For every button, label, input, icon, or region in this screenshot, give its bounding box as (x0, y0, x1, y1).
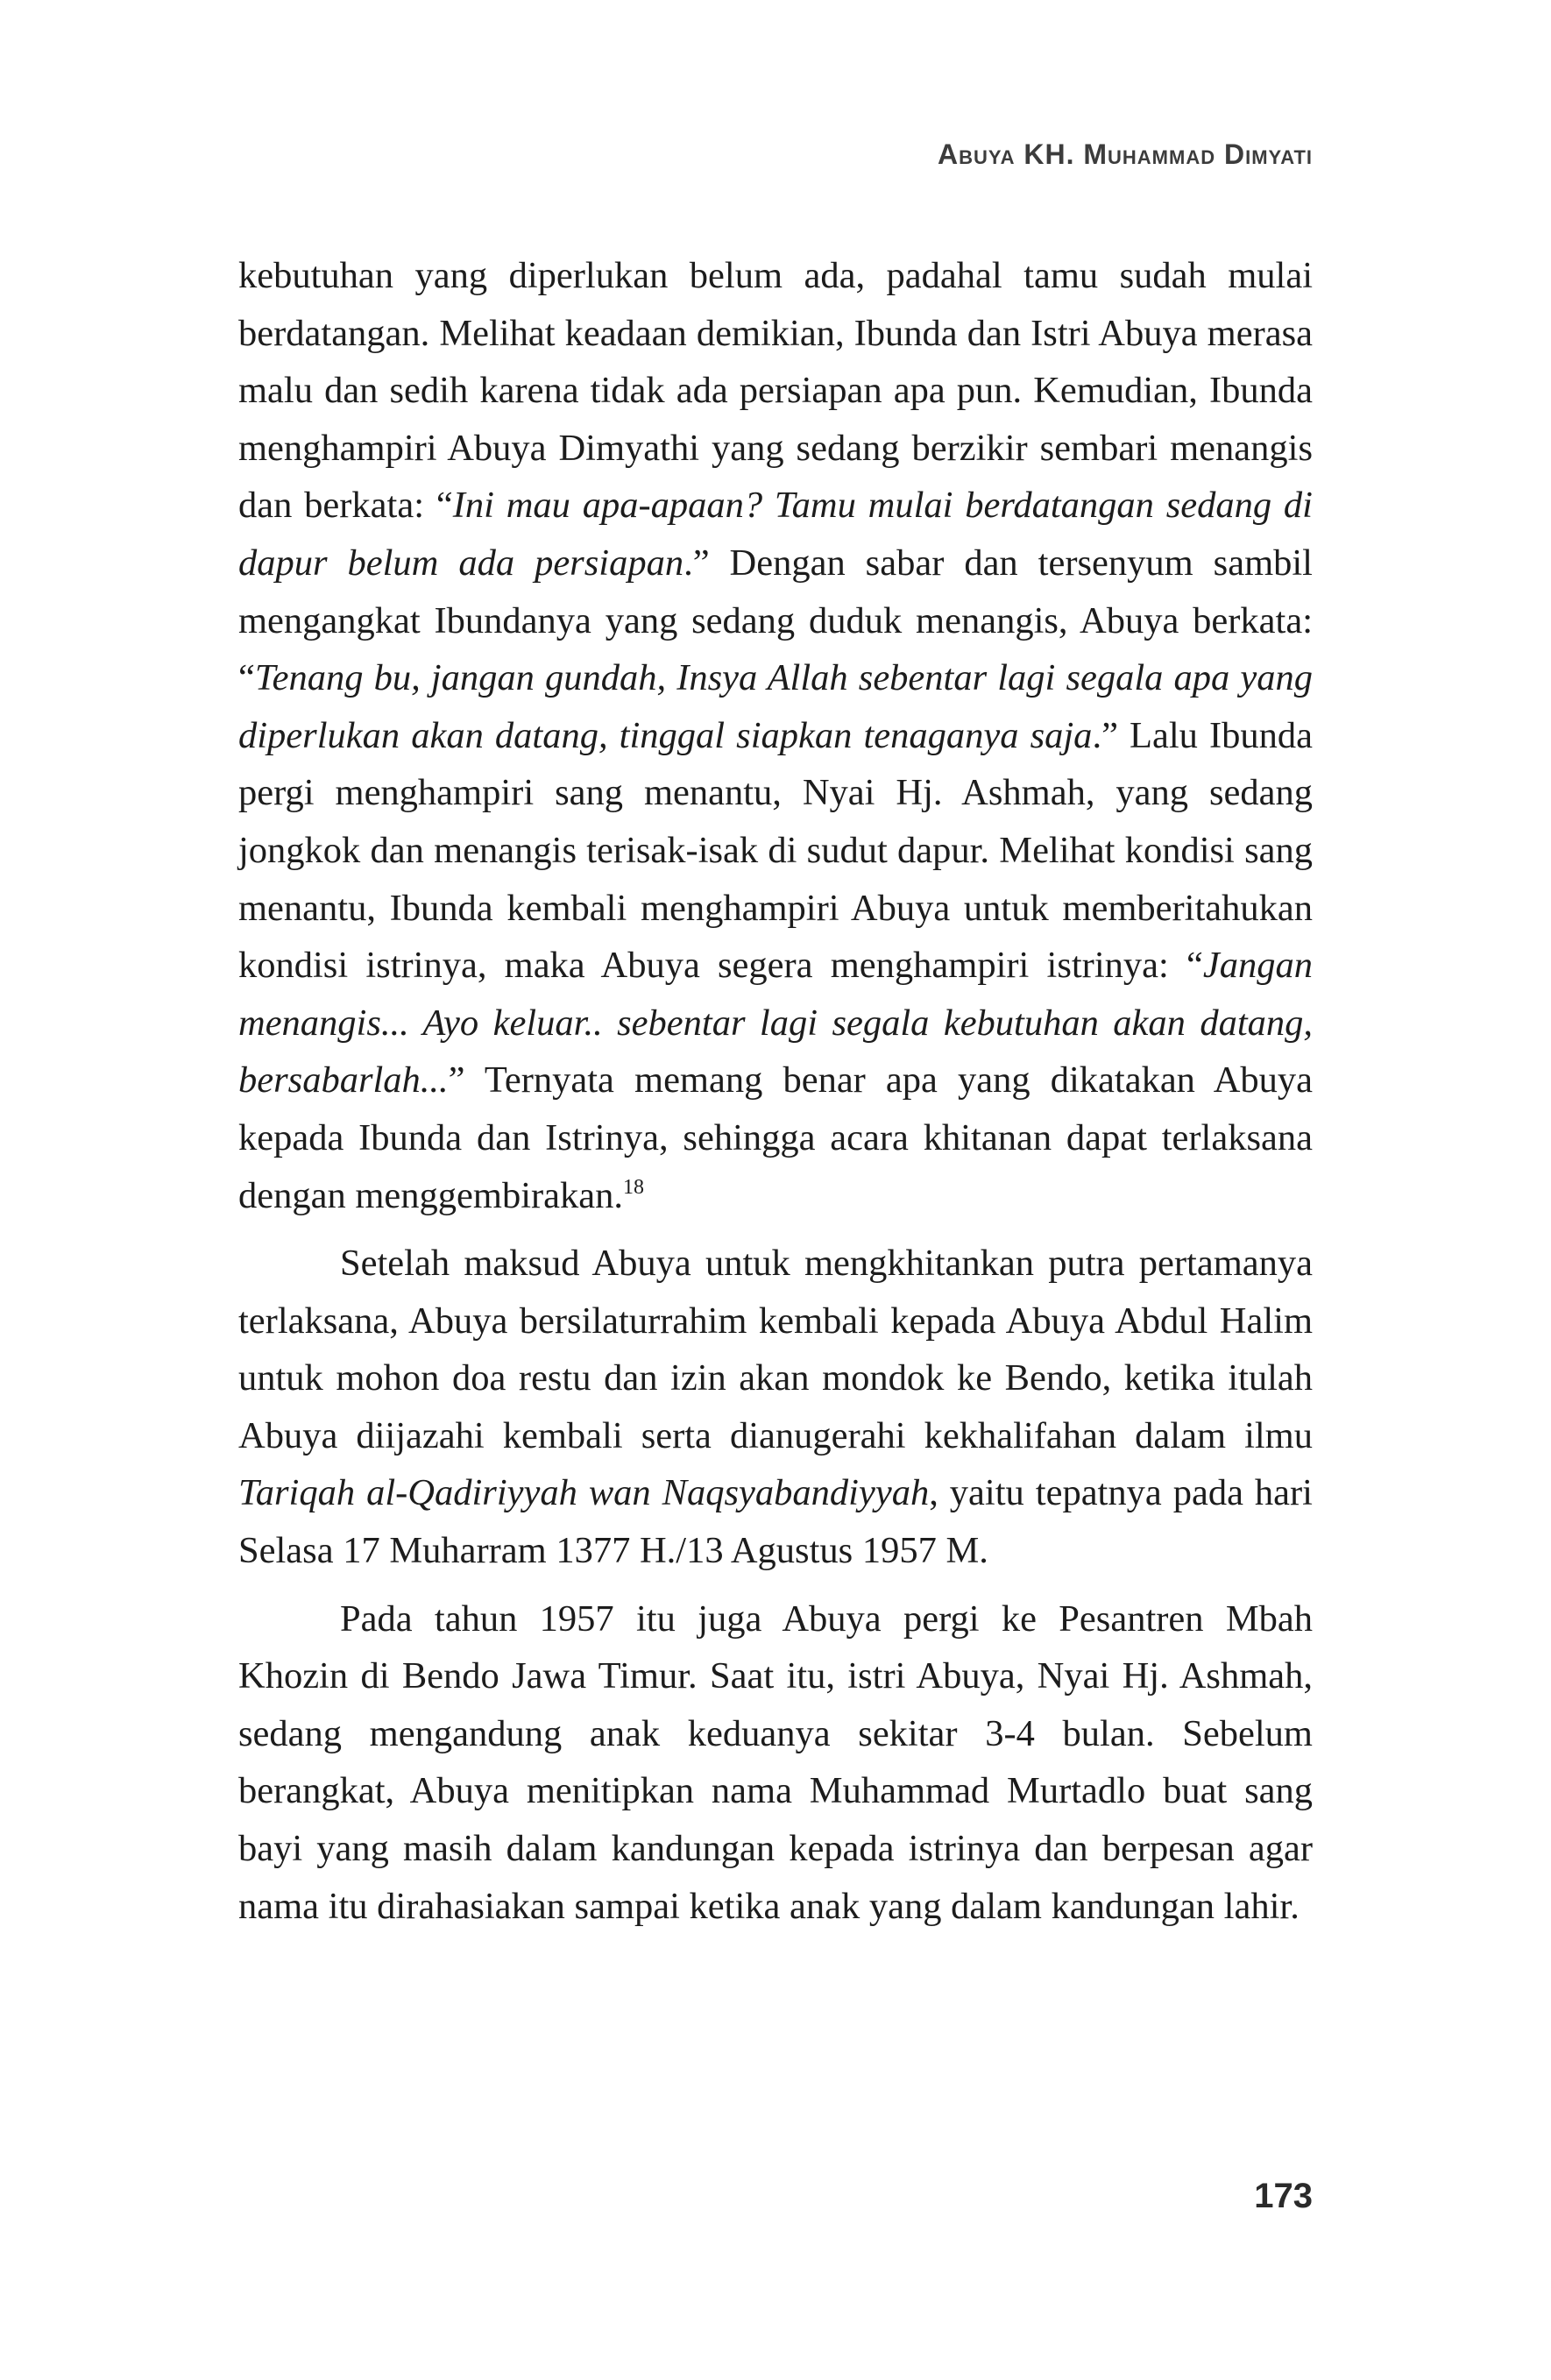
quote-ibunda: Ini mau apa-apaan? Tamu mulai berdatangan sedang di dapur belum ada persiapan (238, 485, 1313, 584)
body-text (238, 247, 1313, 1935)
running-header: Abuya KH. Muhammad Dimyati (938, 138, 1313, 170)
paragraph-2 (238, 1235, 1313, 1580)
paragraph-1 (238, 247, 1313, 1224)
paragraph-1-text-3: .” Lalu Ibunda pergi menghampiri sang menantu, Nyai Hj. Ashmah, yang sedang jongkok dan menangis terisak-isak di sudut dapur. Melihat kondisi sang menantu, Ibunda kembali menghampiri Abuya untuk memberitahukan kondisi istrinya, maka Abuya segera menghampiri istrinya: “ (238, 714, 1313, 987)
paragraph-1-text-2: .” Dengan sabar dan tersenyum sambil mengangkat Ibundanya yang sedang duduk menangis, Abuya berkata: “ (238, 542, 1313, 699)
paragraph-3: Pada tahun 1957 itu juga Abuya pergi ke Pesantren Mbah Khozin di Bendo Jawa Timur. Saat itu, istri Abuya, Nyai Hj. Ashmah, sedang mengandung anak keduanya sekitar 3-4 bulan. Sebelum berangkat, Abuya menitipkan nama Muhammad Murtadlo buat sang bayi yang masih dalam kandungan kepada istrinya dan berpesan agar nama itu dirahasiakan sampai ketika anak yang dalam kandungan lahir. (238, 1597, 1313, 1927)
footnote-marker[interactable]: 18 (623, 1175, 645, 1199)
paragraph-1-text-4: ” Ternyata memang benar apa yang dikatakan Abuya kepada Ibunda dan Istrinya, sehingga acara khitanan dapat terlaksana dengan menggembirakan. (238, 1059, 1313, 1216)
page-number: 173 (1254, 2177, 1313, 2215)
tariqah-name: Tariqah al-Qadiriyyah wan Naqsyabandiyyah (238, 1472, 930, 1514)
paragraph-2-text-2: , yaitu tepatnya pada hari Selasa 17 Muharram 1377 H./13 Agustus 1957 M. (238, 1472, 1313, 1572)
paragraph-1-text-1: kebutuhan yang diperlukan belum ada, padahal tamu sudah mulai berdatangan. Melihat keadaan demikian, Ibunda dan Istri Abuya merasa malu dan sedih karena tidak ada persiapan apa pun. Kemudian, Ibunda menghampiri Abuya Dimyathi yang sedang berzikir sembari menangis dan berkata: “ (238, 255, 1313, 527)
quote-abuya-1: Tenang bu, jangan gundah, Insya Allah sebentar lagi segala apa yang diperlukan akan datang, tinggal siapkan tenaganya saja (238, 657, 1313, 756)
quote-abuya-2: Jangan menangis... Ayo keluar.. sebentar lagi segala kebutuhan akan datang, bersabarlah... (238, 945, 1313, 1101)
paragraph-2-text-1: Setelah maksud Abuya untuk mengkhitankan putra pertamanya terlaksana, Abuya bersilaturrahim kembali kepada Abuya Abdul Halim untuk mohon doa restu dan izin akan mondok ke Bendo, ketika itulah Abuya diijazahi kembali serta dianugerahi kekhalifahan dalam ilmu (238, 1243, 1313, 1456)
